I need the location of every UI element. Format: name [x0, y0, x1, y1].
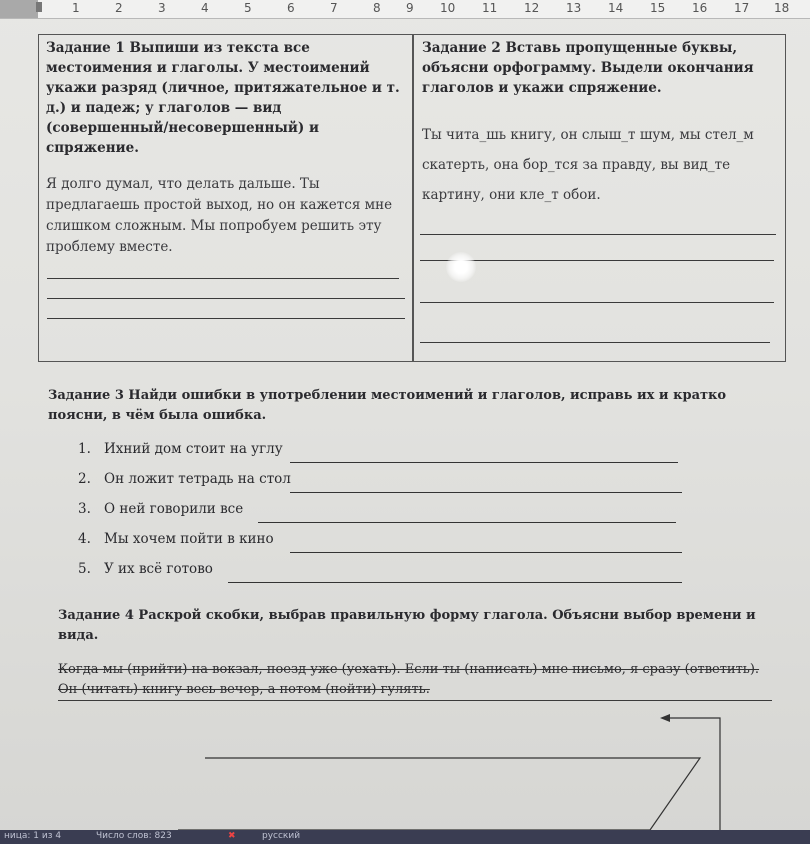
- ruler-number: 3: [158, 1, 166, 15]
- ruler-number: 5: [244, 1, 252, 15]
- item-number: 1.: [78, 441, 91, 457]
- item-text: Ихний дом стоит на углу: [104, 441, 283, 457]
- ruler-number: 10: [440, 1, 456, 15]
- ruler-number: 17: [734, 1, 750, 15]
- item-number: 2.: [78, 471, 91, 487]
- page-count[interactable]: ница: 1 из 4: [4, 831, 62, 841]
- item-number: 3.: [78, 501, 91, 517]
- task2-title: Задание 2 Вставь пропущенные буквы, объясни орфограмму. Выдели окончания глаголов и укажи спряжение.: [422, 40, 754, 96]
- ruler-number: 14: [608, 1, 624, 15]
- task1-title: Задание 1 Выпиши из текста все местоимения и глаголы. У местоимений укажи разряд (личное, притяжательное и т. д.) и падеж; у глаголов — вид (совершенный/несовершенный) и спряжение.: [46, 40, 400, 156]
- item-text: О ней говорили все: [104, 501, 244, 517]
- ruler-number: 4: [201, 1, 209, 15]
- ruler-number: 9: [406, 1, 414, 15]
- ruler-number: 13: [566, 1, 582, 15]
- status-bar: [0, 830, 810, 844]
- connector-line: [666, 718, 720, 830]
- ruler-number: 1: [72, 1, 80, 15]
- parallelogram-shape: [178, 758, 700, 830]
- task4-title: Задание 4 Раскрой скобки, выбрав правильную форму глагола. Объясни выбор времени и вида.: [58, 608, 756, 643]
- item-number: 5.: [78, 561, 91, 577]
- ruler-number: 15: [650, 1, 666, 15]
- ruler-number: 18: [774, 1, 790, 15]
- ruler-number: 16: [692, 1, 708, 15]
- item-text: Он ложит тетрадь на стол: [104, 471, 291, 487]
- language-indicator[interactable]: русский: [262, 831, 301, 841]
- word-count[interactable]: Число слов: 823: [96, 831, 172, 841]
- task1-text: Я долго думал, что делать дальше. Ты предлагаешь простой выход, но он кажется мне слишком сложным. Мы попробуем решить эту проблему вместе.: [46, 176, 393, 255]
- task4-text[interactable]: Когда мы (прийти) на вокзал, поезд уже (уехать). Если ты (написать) мне письмо, я сразу (ответить). Он (читать) книгу весь вечер, а потом (пойти) гулять.: [58, 662, 760, 697]
- task2-text: Ты чита_шь книгу, он слыш_т шум, мы стел_м скатерть, она бор_тся за правду, вы вид_те картину, они кле_т обои.: [422, 127, 754, 203]
- ruler-number: 11: [482, 1, 498, 15]
- task3-title: Задание 3 Найди ошибки в употреблении местоимений и глаголов, исправь их и кратко поясни, в чём была ошибка.: [48, 388, 727, 423]
- ruler-number: 8: [373, 1, 381, 15]
- ruler-number: 2: [115, 1, 123, 15]
- ruler-number: 7: [330, 1, 338, 15]
- arrow-head: [660, 714, 670, 722]
- item-number: 4.: [78, 531, 91, 547]
- item-text: Мы хочем пойти в кино: [104, 531, 274, 547]
- ruler-number: 6: [287, 1, 295, 15]
- item-text: У их всё готово: [104, 561, 213, 577]
- ruler-number: 12: [524, 1, 540, 15]
- proofing-icon[interactable]: ✖: [228, 831, 236, 841]
